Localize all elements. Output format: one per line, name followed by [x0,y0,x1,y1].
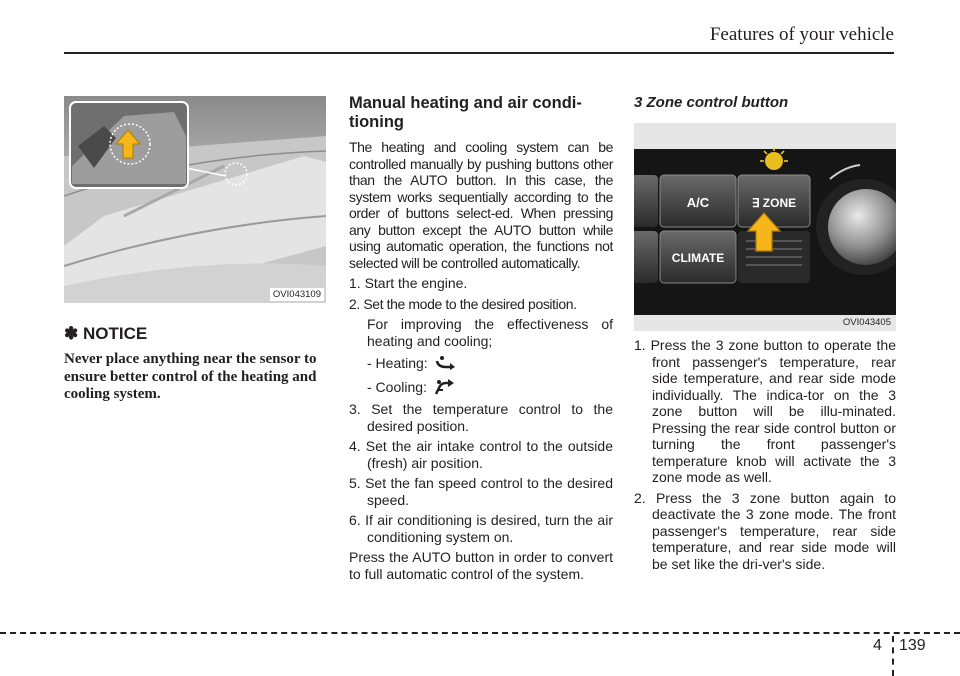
sensor-illustration [64,96,326,303]
step-6: 6. If air conditioning is desired, turn the air conditioning system on. [349,512,613,545]
middle-column [349,139,613,582]
footer-divider [892,636,894,676]
image-code: OVI043109 [270,288,324,301]
outro-paragraph: Press the AUTO button in order to convert to full automatic control of the system. [349,549,613,582]
step-4: 4. Set the air intake control to the outside (fresh) air position. [349,438,613,471]
notice-body: Never place anything near the sensor to ensure better control of the heating and cooling system. [64,351,317,402]
climate-button-label: CLIMATE [671,251,725,265]
header-rule [64,52,894,54]
three-zone-item-1: 1. Press the 3 zone button to operate the front passenger's temperature, rear side temperature, and rear side mode individually. The indica-tor on the 3 zone button will be illu-minated. Pressing the rear side control button or turning the front passenger's temperature knob will activate the 3 zone mode as well. [634,337,896,485]
cooling-label: - Cooling: [367,378,427,395]
heating-mode-row [349,353,613,373]
face-mode-icon [433,378,455,396]
step-2-note: For improving the effectiveness of heating and cooling; [367,316,613,349]
notice-title: ✽ NOTICE [64,324,148,343]
climate-panel-illustration [634,123,896,331]
step-5: 5. Set the fan speed control to the desired speed. [349,475,613,508]
step-1: 1. Start the engine. [349,275,468,291]
floor-mode-icon [434,355,456,371]
section-title: Manual heating and air condi-tioning [349,94,582,131]
right-column [634,337,896,572]
step-3: 3. Set the temperature control to the desired position. [349,401,613,434]
three-zone-item-2: 2. Press the 3 zone button again to deactivate the 3 zone mode. The front passenger's temperature, rear side temperature, and rear side mode will be set like the dri-ver's side. [634,489,896,572]
page-header-title: Features of your vehicle [709,24,894,45]
step-2: 2. Set the mode to the desired position. [349,295,577,312]
footer-rule [0,632,960,634]
intro-paragraph: The heating and cooling system can be controlled manually by pushing buttons other than the AUTO button. In this case, the system works sequentially according to the order of buttons select-ed. When pressing any button except the AUTO button while using automatic operation, the functions not selected will be controlled automatically. [349,139,613,271]
heating-label: - Heating: [367,354,428,371]
page-number: 139 [899,637,926,654]
three-zone-title: 3 Zone control button [634,94,789,111]
ac-button-label: A/C [686,195,710,210]
image-code: OVI043405 [842,317,891,328]
cooling-mode-row [349,377,613,397]
zone-button-label: ∃ ZONE [751,196,797,210]
chapter-number: 4 [873,637,882,654]
